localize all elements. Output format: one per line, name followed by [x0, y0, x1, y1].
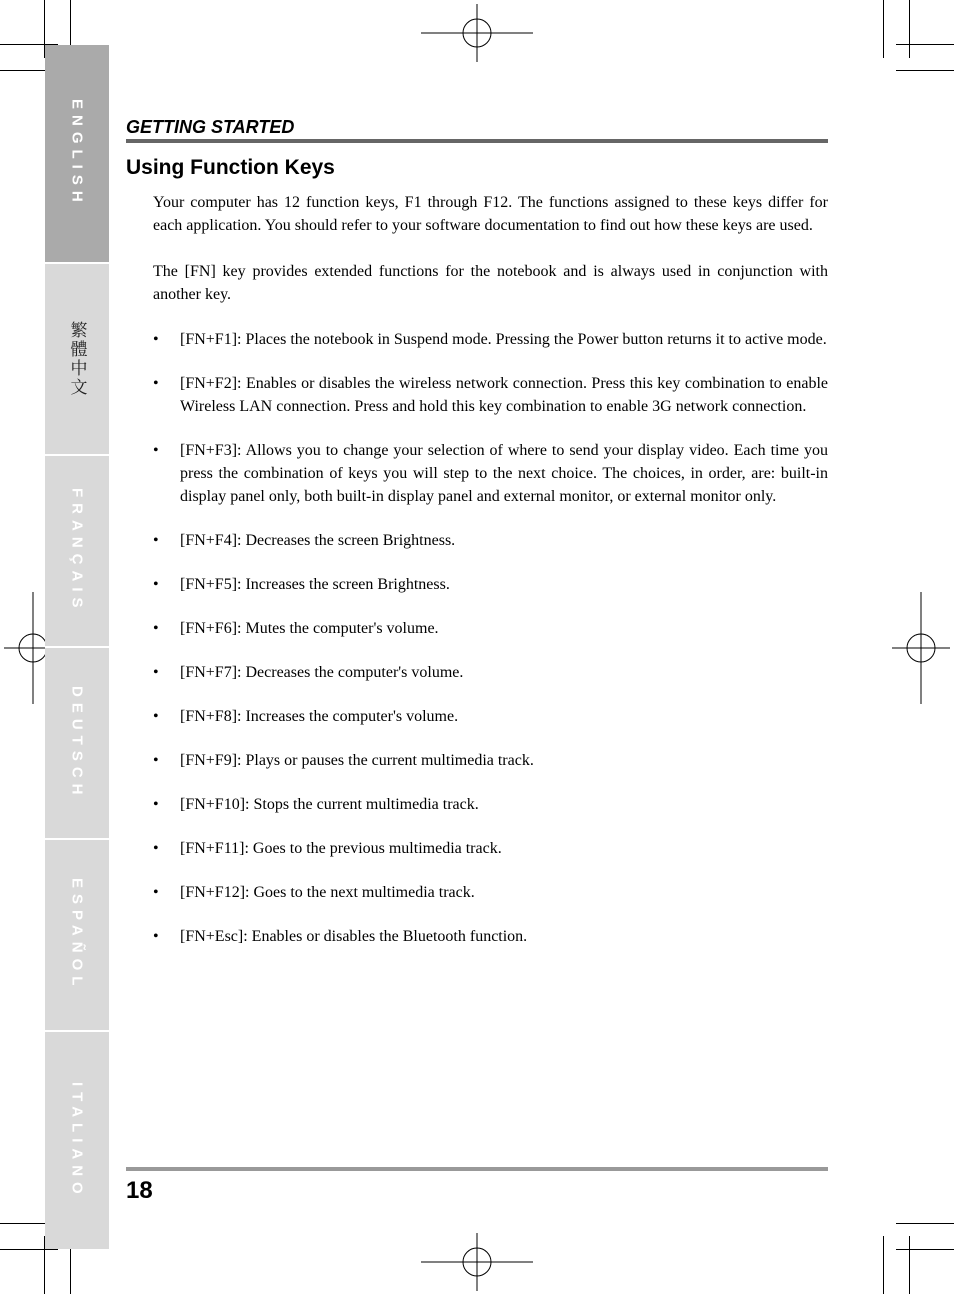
- bullet: •: [153, 884, 159, 901]
- list-item-text: [FN+F8]: Increases the computer's volume.: [180, 708, 459, 725]
- list-item: [153, 705, 828, 728]
- bullet: •: [153, 708, 159, 725]
- tab-label: ESPAÑOL: [68, 878, 86, 992]
- tab-label: 繁體中文: [66, 321, 87, 397]
- tab-label: FRANÇAIS: [68, 488, 86, 614]
- tab-english[interactable]: [45, 45, 109, 264]
- section-title: GETTING STARTED: [126, 117, 295, 137]
- list-item: [153, 372, 828, 418]
- list-item-text: [FN+F11]: Goes to the previous multimedia track.: [180, 840, 502, 857]
- bullet: •: [153, 532, 159, 549]
- tab-francais[interactable]: [45, 456, 109, 648]
- list-item: [153, 837, 828, 860]
- bullet: •: [153, 664, 159, 681]
- list-item: [153, 661, 828, 684]
- intro-paragraph: Your computer has 12 function keys, F1 through F12. The functions assigned to these keys differ for each application. You should refer to your software documentation to find out how these keys are used.: [153, 194, 828, 234]
- footer-rule: [126, 1167, 828, 1171]
- list-item-text: [FN+F2]: Enables or disables the wireless network connection. Press this key combination to enable Wireless LAN connection. Press and hold this key combination to enable 3G network connection.: [180, 375, 828, 415]
- list-item-text: [FN+F1]: Places the notebook in Suspend mode. Pressing the Power button returns it to active mode.: [180, 331, 827, 348]
- tab-label: DEUTSCH: [68, 685, 86, 801]
- list-item: [153, 529, 828, 552]
- bullet: •: [153, 620, 159, 637]
- list-item: [153, 328, 828, 351]
- bullet: •: [153, 840, 159, 857]
- registration-mark-bottom: [421, 1233, 533, 1291]
- section-header: [126, 116, 828, 144]
- main-content: [153, 191, 828, 969]
- tab-espanol[interactable]: [45, 840, 109, 1032]
- list-item-text: [FN+F12]: Goes to the next multimedia track.: [180, 884, 475, 901]
- tab-italiano[interactable]: [45, 1032, 109, 1249]
- tab-label: ENGLISH: [68, 99, 86, 208]
- bullet: •: [153, 796, 159, 813]
- tab-label: ITALIANO: [68, 1081, 86, 1200]
- bullet: •: [153, 375, 159, 392]
- list-item: [153, 749, 828, 772]
- bullet: •: [153, 752, 159, 769]
- tab-traditional-chinese[interactable]: [45, 264, 109, 456]
- list-item: [153, 793, 828, 816]
- list-item-text: [FN+Esc]: Enables or disables the Bluetooth function.: [180, 928, 528, 945]
- language-tabs: [45, 45, 109, 1249]
- list-item-text: [FN+F10]: Stops the current multimedia track.: [180, 796, 479, 813]
- bullet: •: [153, 442, 159, 459]
- list-item-text: [FN+F4]: Decreases the screen Brightness.: [180, 532, 456, 549]
- tab-deutsch[interactable]: [45, 648, 109, 840]
- list-item: [153, 617, 828, 640]
- header-rule: [126, 139, 828, 143]
- function-key-list: [153, 328, 828, 948]
- registration-mark-top: [421, 4, 533, 62]
- list-item-text: [FN+F5]: Increases the screen Brightness.: [180, 576, 450, 593]
- bullet: •: [153, 928, 159, 945]
- list-item-text: [FN+F6]: Mutes the computer's volume.: [180, 620, 439, 637]
- list-item: [153, 925, 828, 948]
- list-item: [153, 439, 828, 508]
- intro-paragraph: The [FN] key provides extended functions for the notebook and is always used in conjunction with another key.: [153, 263, 828, 303]
- registration-mark-right: [892, 592, 950, 704]
- list-item: [153, 881, 828, 904]
- list-item-text: [FN+F9]: Plays or pauses the current multimedia track.: [180, 752, 534, 769]
- page-number: 18: [126, 1177, 153, 1204]
- list-item-text: [FN+F3]: Allows you to change your selection of where to send your display video. Each time you press the combination of keys you will step to the next choice. The choices, in order, are: built-in display panel only, both built-in display panel and external monitor, or external monitor only.: [180, 442, 828, 505]
- bullet: •: [153, 331, 159, 348]
- list-item-text: [FN+F7]: Decreases the computer's volume.: [180, 664, 464, 681]
- list-item: [153, 573, 828, 596]
- page-heading: Using Function Keys: [126, 156, 335, 179]
- bullet: •: [153, 576, 159, 593]
